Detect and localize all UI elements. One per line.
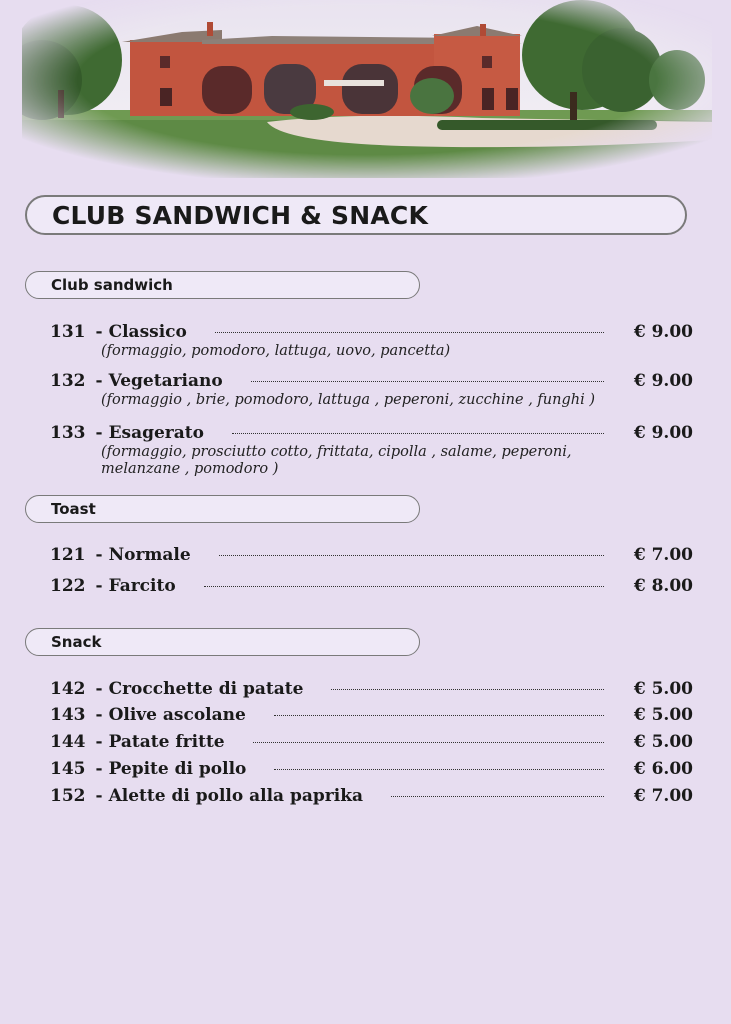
item-code: 121 xyxy=(50,545,86,565)
dotted-leader xyxy=(274,715,604,716)
item-code: 122 xyxy=(50,576,86,596)
dotted-leader xyxy=(219,555,604,556)
currency-symbol: € xyxy=(633,545,646,565)
menu-item-classico: 131 - Classico € 9.00 (formaggio, pomodoro, lattuga, uovo, pancetta) xyxy=(50,322,693,359)
item-name: Farcito xyxy=(108,576,176,596)
header-photo-restaurant xyxy=(22,0,712,178)
section-title-toast: Toast xyxy=(25,495,420,523)
item-price: 7.00 xyxy=(651,786,693,806)
item-code: 152 xyxy=(50,786,86,806)
currency-symbol: € xyxy=(633,732,646,752)
menu-item-crocchette: 142 - Crocchette di patate € 5.00 xyxy=(50,679,693,699)
dotted-leader xyxy=(251,381,604,382)
menu-item-vegetariano: 132 - Vegetariano € 9.00 (formaggio , brie, pomodoro, lattuga , peperoni, zucchine , funghi ) xyxy=(50,371,693,408)
item-price: 8.00 xyxy=(651,576,693,596)
currency-symbol: € xyxy=(633,786,646,806)
item-price: 9.00 xyxy=(651,371,693,391)
item-price: 9.00 xyxy=(651,423,693,443)
item-code: 145 xyxy=(50,759,86,779)
item-name: Alette di pollo alla paprika xyxy=(108,786,363,806)
dotted-leader xyxy=(253,742,604,743)
item-name: Crocchette di patate xyxy=(108,679,304,699)
menu-item-patate-fritte: 144 - Patate fritte € 5.00 xyxy=(50,732,693,752)
dotted-leader xyxy=(204,586,604,587)
item-price: 5.00 xyxy=(651,679,693,699)
currency-symbol: € xyxy=(633,423,646,443)
item-price: 7.00 xyxy=(651,545,693,565)
item-name: Classico xyxy=(108,322,187,342)
item-name: Patate fritte xyxy=(108,732,225,752)
menu-item-farcito: 122 - Farcito € 8.00 xyxy=(50,576,693,596)
currency-symbol: € xyxy=(633,576,646,596)
menu-item-pepite: 145 - Pepite di pollo € 6.00 xyxy=(50,759,693,779)
menu-item-normale: 121 - Normale € 7.00 xyxy=(50,545,693,565)
item-code: 132 xyxy=(50,371,86,391)
menu-item-esagerato: 133 - Esagerato € 9.00 (formaggio, prosciutto cotto, frittata, cipolla , salame, peperoni, melanzane , pomodoro ) xyxy=(50,423,693,477)
item-name: Vegetariano xyxy=(108,371,223,391)
item-description: (formaggio , brie, pomodoro, lattuga , peperoni, zucchine , funghi ) xyxy=(101,392,595,408)
item-name: Pepite di pollo xyxy=(108,759,247,779)
item-name: Normale xyxy=(108,545,191,565)
item-code: 133 xyxy=(50,423,86,443)
item-code: 143 xyxy=(50,705,86,725)
currency-symbol: € xyxy=(633,705,646,725)
section-title-snack: Snack xyxy=(25,628,420,656)
currency-symbol: € xyxy=(633,679,646,699)
currency-symbol: € xyxy=(633,371,646,391)
dotted-leader xyxy=(215,332,604,333)
item-price: 5.00 xyxy=(651,732,693,752)
item-price: 5.00 xyxy=(651,705,693,725)
item-code: 142 xyxy=(50,679,86,699)
item-price: 6.00 xyxy=(651,759,693,779)
item-code: 131 xyxy=(50,322,86,342)
item-code: 144 xyxy=(50,732,86,752)
item-description: (formaggio, prosciutto cotto, frittata, cipolla , salame, peperoni, melanzane , pomodoro ) xyxy=(101,444,572,477)
dotted-leader xyxy=(391,796,604,797)
dotted-leader xyxy=(274,769,604,770)
item-description: (formaggio, pomodoro, lattuga, uovo, pancetta) xyxy=(101,343,451,359)
menu-item-olive: 143 - Olive ascolane € 5.00 xyxy=(50,705,693,725)
section-title-club-sandwich: Club sandwich xyxy=(25,271,420,299)
item-name: Esagerato xyxy=(108,423,204,443)
page-title: CLUB SANDWICH & SNACK xyxy=(25,195,687,235)
currency-symbol: € xyxy=(633,322,646,342)
menu-item-alette: 152 - Alette di pollo alla paprika € 7.00 xyxy=(50,786,693,806)
currency-symbol: € xyxy=(633,759,646,779)
item-price: 9.00 xyxy=(651,322,693,342)
item-name: Olive ascolane xyxy=(108,705,246,725)
dotted-leader xyxy=(331,689,604,690)
dotted-leader xyxy=(232,433,604,434)
